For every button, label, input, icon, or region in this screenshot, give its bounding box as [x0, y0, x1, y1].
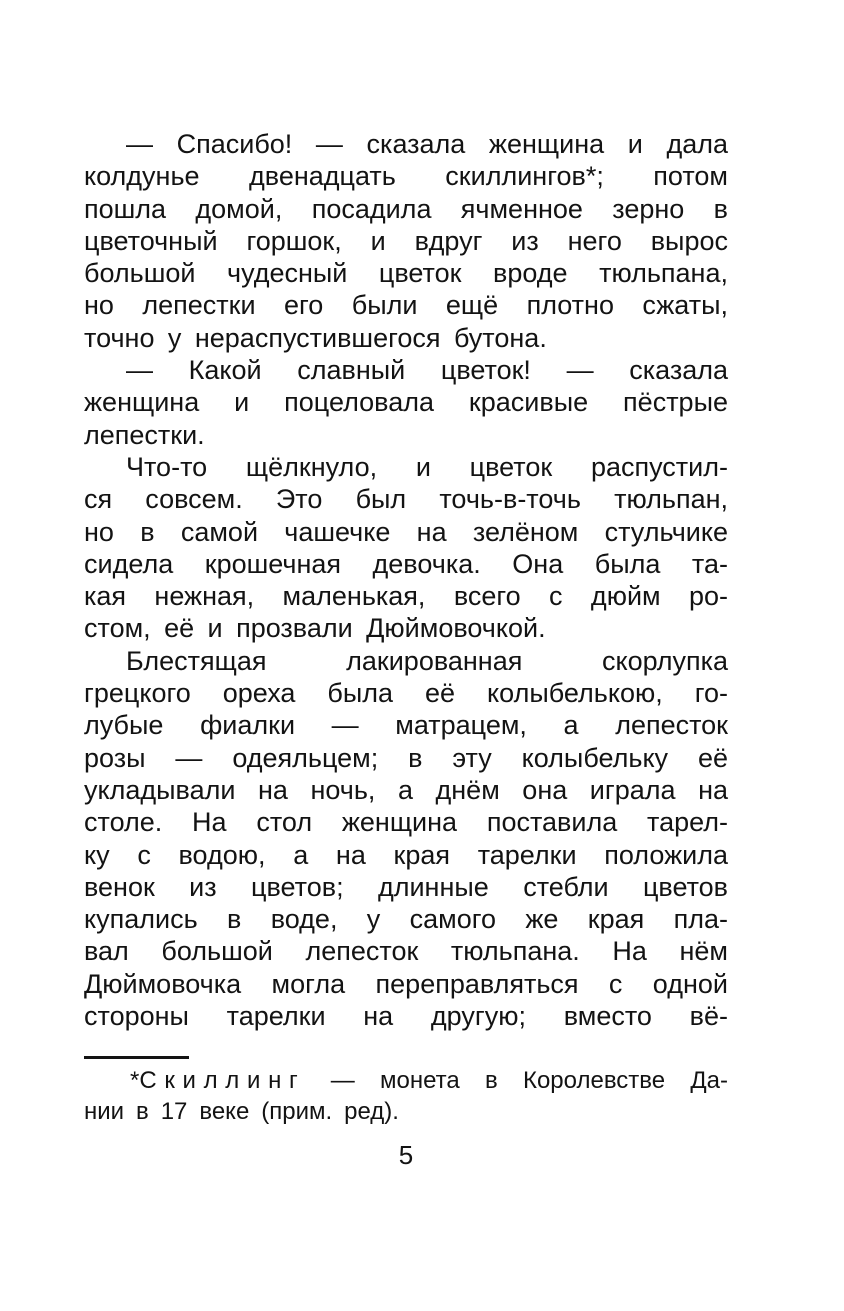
- text-line: Блестящая лакированная скорлупка: [126, 645, 728, 676]
- footnote: [84, 1065, 728, 1127]
- text-line: кая нежная, маленькая, всего с дюйм ро-: [84, 581, 728, 612]
- text-line: цветочный горшок, и вдруг из него вырос: [84, 225, 728, 256]
- body-text: [84, 128, 728, 1032]
- footnote-term: Скиллинг: [139, 1067, 306, 1094]
- text-line: пошла домой, посадила ячменное зерно в: [84, 193, 728, 224]
- text-line: — Спасибо! — сказала женщина и дала: [126, 129, 728, 159]
- text-line: Дюймовочка могла переправляться с одной: [84, 968, 728, 999]
- text-line: — Какой славный цветок! — сказала: [126, 355, 728, 386]
- text-line: лепестки.: [84, 419, 205, 450]
- text-line: ся совсем. Это был точь-в-точь тюльпан,: [84, 484, 728, 515]
- text-line: купались в воде, у самого же края пла-: [84, 904, 728, 935]
- footnote-marker: *: [130, 1067, 140, 1094]
- text-line: стороны тарелки на другую; вместо вё-: [84, 1001, 728, 1032]
- text-line: Что-то щёлкнуло, и цветок распустил-: [126, 451, 728, 482]
- text-line: но в самой чашечке на зелёном стульчике: [84, 516, 728, 547]
- page-number: 5: [398, 1140, 414, 1170]
- text-line: женщина и поцеловала красивые пёстрые: [84, 387, 728, 418]
- text-line: большой чудесный цветок вроде тюльпана,: [84, 258, 728, 289]
- text-line: стом, её и прозвали Дюймовочкой.: [84, 613, 546, 644]
- footnote-line-2: нии в 17 веке (прим. ред).: [84, 1098, 399, 1125]
- text-line: ку с водою, а на края тарелки положила: [84, 839, 728, 870]
- text-line: вал большой лепесток тюльпана. На нём: [84, 936, 728, 967]
- text-line: розы — одеяльцем; в эту колыбельку её: [84, 742, 728, 773]
- footnote-separator: [84, 1056, 189, 1059]
- text-line: столе. На стол женщина поставила тарел-: [84, 807, 728, 838]
- text-line: точно у нераспустившегося бутона.: [84, 322, 547, 353]
- text-line: венок из цветов; длинные стебли цветов: [84, 871, 728, 902]
- text-line: укладывали на ночь, а днём она играла на: [84, 774, 728, 805]
- text-line: сидела крошечная девочка. Она была та-: [84, 548, 728, 579]
- text-line: лубые фиалки — матрацем, а лепесток: [84, 710, 728, 741]
- text-line: колдунье двенадцать скиллингов*; потом: [84, 161, 728, 192]
- footnote-line-1: [84, 1065, 728, 1096]
- text-line: грецкого ореха была её колыбелькою, го-: [84, 678, 728, 709]
- text-line: но лепестки его были ещё плотно сжаты,: [84, 290, 728, 321]
- footnote-text: — монета в Королевстве Да-: [330, 1067, 728, 1094]
